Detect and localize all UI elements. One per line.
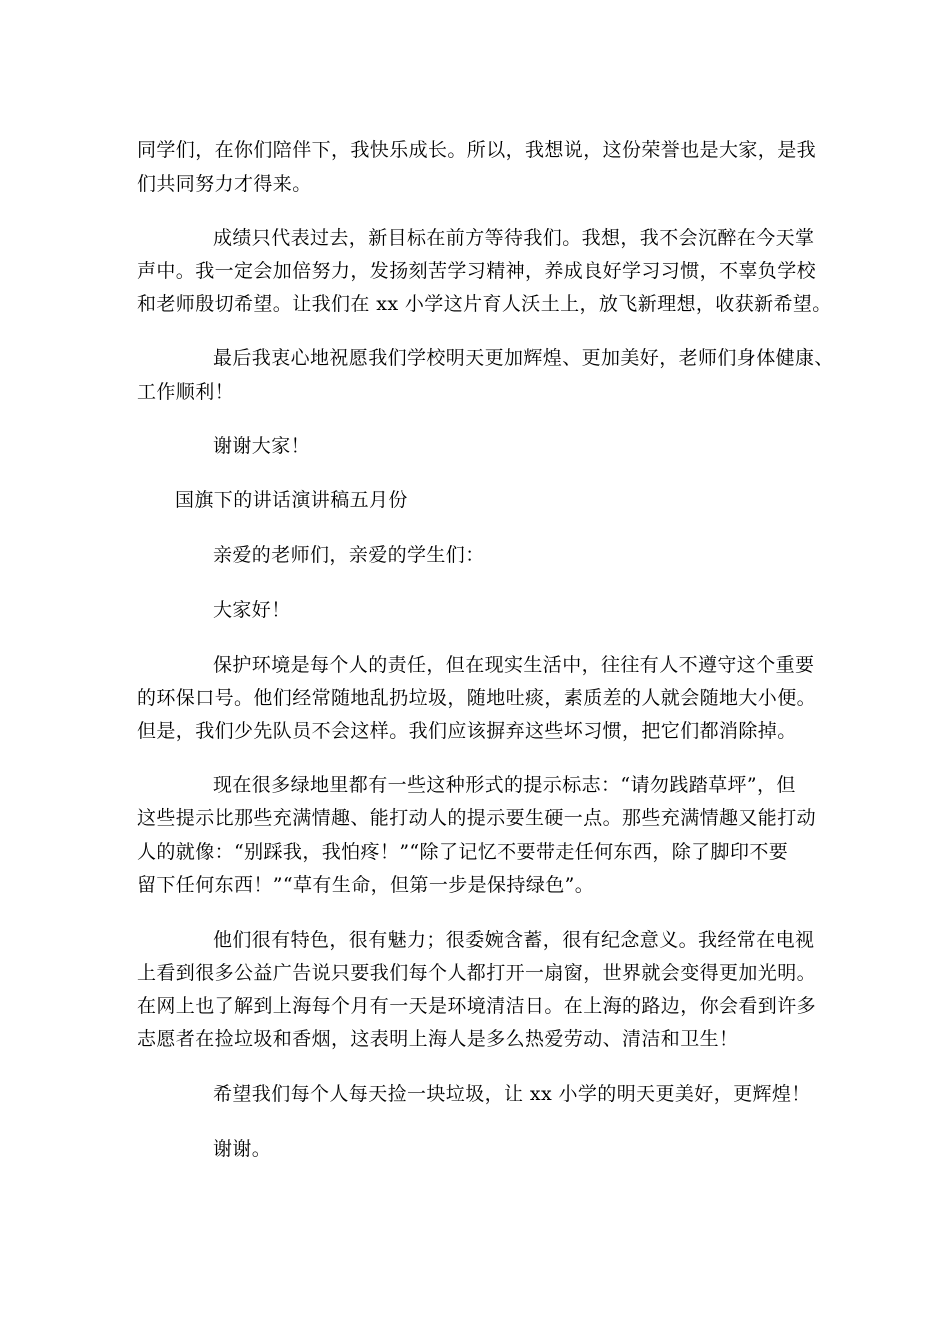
- text-line-20: 上看到很多公益广告说只要我们每个人都打开一扇窗，世界就会变得更加光明。: [137, 962, 817, 984]
- text-line-12: 保护环境是每个人的责任，但在现实生活中，往往有人不遵守这个重要: [213, 654, 815, 676]
- text-line-13: 的环保口号。他们经常随地乱扔垃圾，随地吐痰，素质差的人就会随地大小便。: [137, 687, 817, 709]
- text-line-14: 但是，我们少先队员不会这样。我们应该摒弃这些坏习惯，把它们都消除掉。: [137, 720, 797, 742]
- text-line-19: 他们很有特色，很有魅力；很委婉含蓄，很有纪念意义。我经常在电视: [213, 929, 815, 951]
- text-line-23: 希望我们每个人每天捡一块垃圾，让 xx 小学的明天更美好，更辉煌！: [213, 1083, 811, 1105]
- text-line-5: 和老师殷切希望。让我们在 xx 小学这片育人沃土上，放飞新理想，收获新希望。: [137, 293, 832, 315]
- section-title: 国旗下的讲话演讲稿五月份: [175, 489, 408, 511]
- text-line-22: 志愿者在捡垃圾和香烟，这表明上海人是多么热爱劳动、清洁和卫生！: [137, 1028, 739, 1050]
- text-line-21: 在网上也了解到上海每个月有一天是环境清洁日。在上海的路边，你会看到许多: [137, 995, 817, 1017]
- text-line-7: 工作顺利！: [137, 381, 235, 403]
- text-line-4: 声中。我一定会加倍努力，发扬刻苦学习精神，养成良好学习习惯，不辜负学校: [137, 260, 817, 282]
- text-line-15: 现在很多绿地里都有一些这种形式的提示标志：“请勿践踏草坪”，但: [213, 774, 796, 796]
- text-line-3: 成绩只代表过去，新目标在前方等待我们。我想，我不会沉醉在今天掌: [213, 227, 815, 249]
- text-line-18: 留下任何东西！”“草有生命，但第一步是保持绿色”。: [137, 874, 595, 896]
- text-line-17: 人的就像：“别踩我，我怕疼！”“除了记忆不要带走任何东西，除了脚印不要: [137, 841, 789, 863]
- text-line-16: 这些提示比那些充满情趣、能打动人的提示要生硬一点。那些充满情趣又能打动: [137, 807, 817, 829]
- text-line-1: 同学们，在你们陪伴下，我快乐成长。所以，我想说，这份荣誉也是大家，是我: [137, 139, 817, 161]
- text-line-10: 亲爱的老师们，亲爱的学生们：: [213, 544, 485, 566]
- text-line-6: 最后我衷心地祝愿我们学校明天更加辉煌、更加美好，老师们身体健康、: [213, 347, 834, 369]
- text-line-8: 谢谢大家！: [213, 435, 311, 457]
- text-line-2: 们共同努力才得来。: [137, 173, 312, 195]
- text-line-24: 谢谢。: [213, 1138, 272, 1160]
- text-line-11: 大家好！: [213, 599, 291, 621]
